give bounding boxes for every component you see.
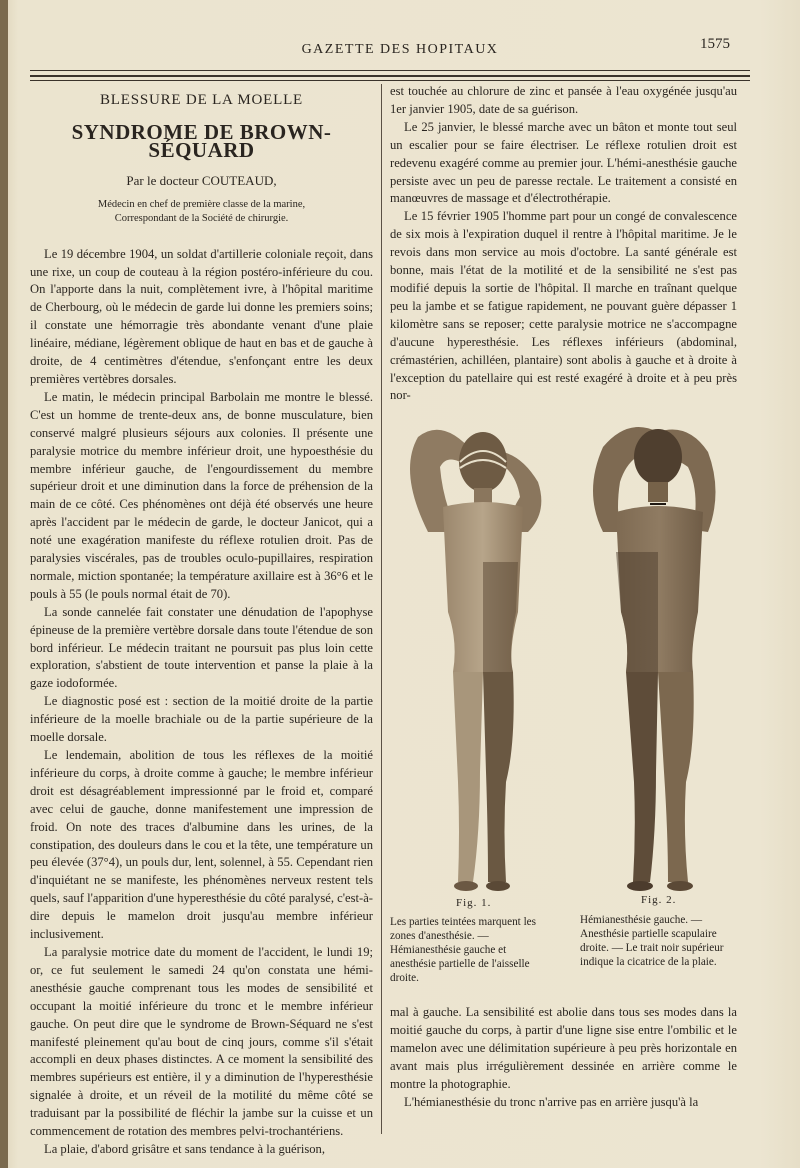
left-column [30,92,373,1159]
figure-1-label: Fig. 1. [456,897,492,909]
article-kicker: BLESSURE DE LA MOELLE [99,92,304,108]
header-rule-bottom [30,80,750,81]
figures-panel [388,412,748,912]
paragraph: La paralysie motrice date du moment de l'accident, le lundi 19; or, ce fut seulement le samedi 24 qu'on constata une hémi-anesthésie gauche comprenant tous les modes de sensibilité et occupant la moitié inférieure du tronc et le membre inférieur gauche. On peut dire que le syndrome de Brown-Séquard ne s'est manifesté pleinement qu'au bout de cinq jours, comme s'il s'était accompli en deux phases distinctes. A ce moment la sensibilité des membres supérieurs est entière, il y a diminution de l'hyperesthésie signalée à droite, et un réveil de la motilité du même côté se traduisant par la possibilité de fléchir la jambe sur la cuisse et un commencement de rotation des membres pelvi-trochantériens. [30,944,373,1139]
author-affiliation [30,198,373,226]
article-byline: Par le docteur COUTEAUD, [126,172,277,188]
right-column-bottom [390,1004,737,1111]
paragraph: Le lendemain, abolition de tous les réflexes de la moitié inférieure du corps, à droite comme à gauche; le membre inférieur droit est désagréablement impressionné par le froid et, comparé avec celui de gauche, donne manifestement une impression de froid. On note des traces d'albumine dans les urines, de la constipation, des douleurs dans le cou et la tête, une température un peu élevée (37°4), un pouls dur, lent, solennel, à 55. Cependant rien d'inquiétant ne se manifeste, les phénomènes nerveux restent tels quels, sauf l'apparition d'une hyperesthésie du côté paralysé, c'est-à-dire depuis le mamelon droit jusqu'au membre inférieur inclusivement. [30,748,373,942]
column-divider [381,84,382,1134]
header-rule-middle [30,75,750,77]
paragraph: La plaie, d'abord grisâtre et sans tendance à la guérison, [44,1141,325,1156]
figure-2-label: Fig. 2. [641,894,677,906]
right-column-top [390,83,737,405]
figure-1-front-view [410,430,541,891]
paragraph: L'hémianesthésie du tronc n'arrive pas en arrière jusqu'à la [404,1094,699,1109]
paragraph: est touchée au chlorure de zinc et pansée à l'eau oxygénée jusqu'au 1er janvier 1905, date de sa guérison. [390,84,737,116]
paragraph: Le 15 février 1905 l'homme part pour un congé de convalescence de six mois à l'expiration duquel il rentre à l'hôpital maritime. Je le revois dans mon service au mois d'octobre. La santé générale est bonne, mais l'état de la motilité et de la sensibilité ne s'est pas modifié depuis la sortie de l'hôpital. Il marche en traînant quelque peu la jambe et se fatigue rapidement, ne pouvant guère dépasser 1 kilomètre sans se reposer; cette paralysie motrice ne s'accompagne d'aucune hyperesthésie. Les réflexes inférieurs (abdominal, crémastérien, achilléen, plantaire) sont abolis à gauche et à droite à l'exception du patellaire qui est resté exagéré à droite et à peu près nor- [390,209,737,403]
paragraph: Le 19 décembre 1904, un soldat d'artillerie coloniale reçoit, dans une rixe, un coup de couteau à la région postéro-inférieure du cou. On l'apporte dans la nuit, complètement ivre, à l'hôpital maritime de Cherbourg, où le médecin de garde lui donne les premiers soins; il constate une hémorragie très abondante venant d'une plaie linéaire, médiane, légèrement oblique de haut en bas et de gauche à droite, de 4 centimètres d'étendue, s'enfonçant entre les deux premières vertèbres dorsales. [30,246,373,386]
figure-2-back-view [593,427,716,891]
paragraph: Le 25 janvier, le blessé marche avec un bâton et monte tout seul un escalier pour se faire électriser. Le réflexe rotulien droit est redevenu exagéré comme au premier jour. L'hémi-anesthésie gauche persiste avec un peu de paresse rectale. Le traitement a consisté en manœuvres de massage et d'électrothérapie. [390,119,737,206]
binding-edge [0,0,8,1168]
paragraph: La sonde cannelée fait constater une dénudation de l'apophyse épineuse de la première vertèbre dorsale dans toute l'étendue de son bord inférieur. Le médecin traitant ne poursuit pas plus loin cette exploration, s'abstient de toute intervention et panse la plaie à la gaze iodoformée. [30,604,373,691]
paragraph: Le diagnostic posé est : section de la moitié droite de la partie inférieure de la moelle brachiale ou de la partie supérieure de la moelle dorsale. [30,694,373,745]
running-header: GAZETTE DES HOPITAUX [301,42,499,57]
page-number: 1575 [700,36,730,52]
header-rule-top [30,70,750,71]
affiliation-line-2: Correspondant de la Société de chirurgie. [114,212,289,224]
paragraph: mal à gauche. La sensibilité est abolie dans tous ses modes dans la moitié gauche du corps, à partir d'une ligne sise entre l'ombilic et le mamelon avec une délimitation supérieure à peu près horizontale en avant mais plus irrégulièrement dessinée en arrière comme le montre la photographie. [390,1005,737,1091]
paragraph: Le matin, le médecin principal Barbolain me montre le blessé. C'est un homme de trente-deux ans, de bonne musculature, bien conservé malgré plusieurs séjours aux colonies. Il présente une paralysie motrice du membre inférieur droit, une hypoesthésie du membre inférieur gauche, de l'engourdissement du membre supérieur droit et une diminution dans la force de préhension de la main de ce côté. Ces phénomènes ont déjà été observés une heure après l'accident par le médecin de garde, le docteur Janicot, qui a noté une exagération manifeste du réflexe rotulien droit. Pas de paralysies viscérales, pas de troubles oculo-pupillaires, respiration normale, miction spontanée; la température axillaire est à 36°6 et le pouls à 55 (le pouls normal était de 70). [30,389,373,601]
affiliation-line-1: Médecin en chef de première classe de la marine, [97,198,306,210]
article-title: SYNDROME DE BROWN-SÉQUARD [71,119,332,162]
figure-2-caption: Hémianesthésie gauche. — Anesthésie partielle scapulaire droite. — Le trait noir supérieur indique la cicatrice de la plaie. [580,914,724,968]
figure-1-caption: Les parties teintées marquent les zones d'anesthésie. — Hémianesthésie gauche et anesthésie partielle de l'aisselle droite. [390,916,537,984]
anatomy-photographs [388,412,748,912]
